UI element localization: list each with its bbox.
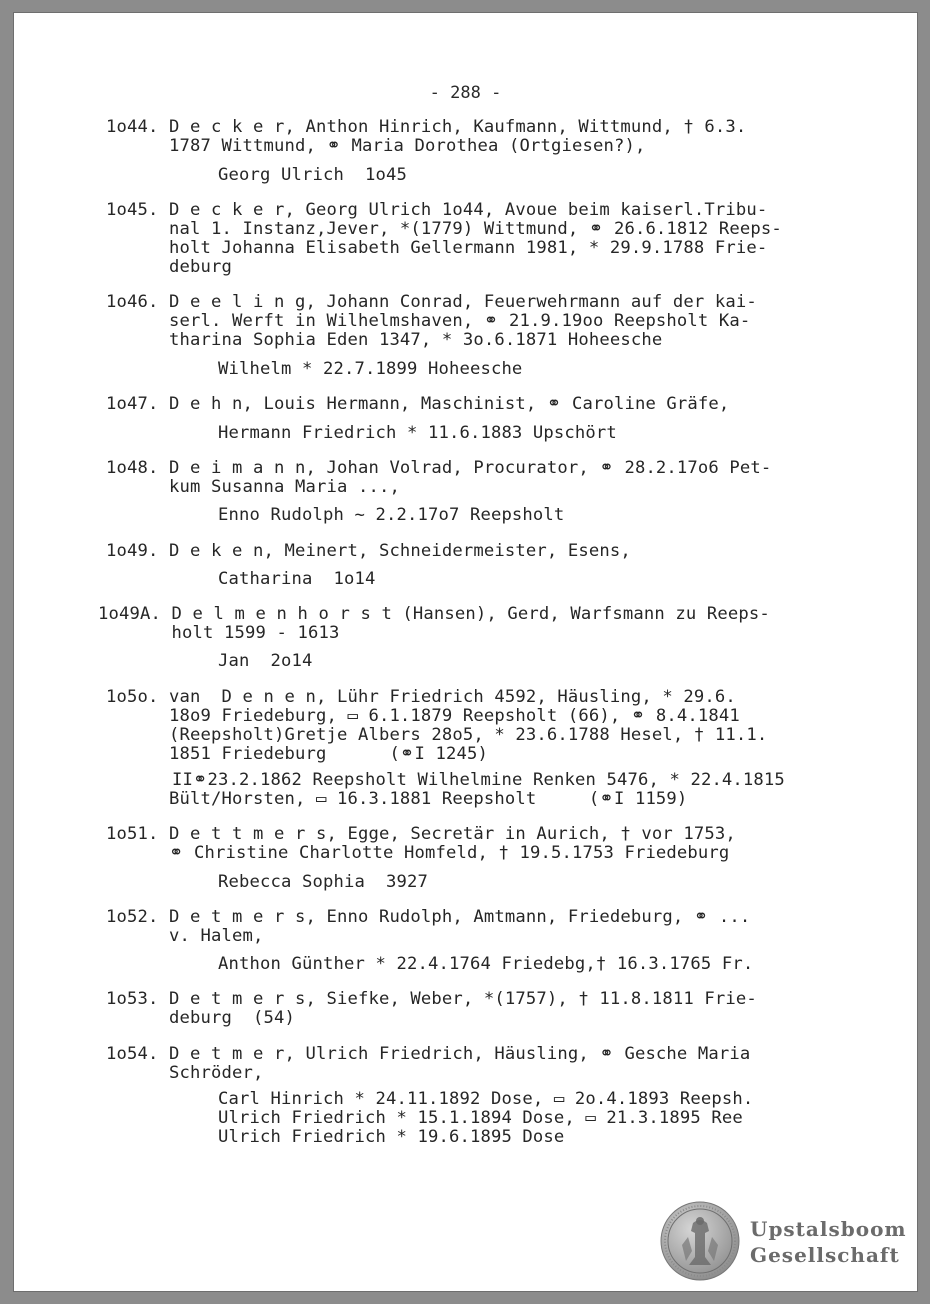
text-line: ⚭ Christine Charlotte Homfeld, † 19.5.1753 Friedeburg <box>106 843 730 863</box>
text-line: 1o44. D e c k e r, Anthon Hinrich, Kaufmann, Wittmund, † 6.3. <box>106 117 747 137</box>
text-line: (Reepsholt)Gretje Albers 28o5, * 23.6.1788 Hesel, † 11.1. <box>106 725 768 745</box>
text-line: 1o45. D e c k e r, Georg Ulrich 1o44, Avoue beim kaiserl.Tribu- <box>106 200 768 220</box>
text-line: 1o52. D e t m e r s, Enno Rudolph, Amtmann, Friedeburg, ⚭ ... <box>106 907 751 927</box>
text-line: v. Halem, <box>106 926 264 946</box>
page-number: - 288 - <box>429 83 502 103</box>
text-line: 1o48. D e i m a n n, Johan Volrad, Procurator, ⚭ 28.2.17o6 Pet- <box>106 458 772 478</box>
text-line: 1o49. D e k e n, Meinert, Schneidermeister, Esens, <box>106 541 631 561</box>
text-line: 1o51. D e t t m e r s, Egge, Secretär in Aurich, † vor 1753, <box>106 824 736 844</box>
text-line: 1o46. D e e l i n g, Johann Conrad, Feuerwehrmann auf der kai- <box>106 292 757 312</box>
text-line: 1o49A. D e l m e n h o r s t (Hansen), Gerd, Warfsmann zu Reeps- <box>98 604 770 624</box>
text-line: Bült/Horsten, ▭ 16.3.1881 Reepsholt (⚭I 1159) <box>106 789 688 809</box>
logo-line-1: Upstalsboom <box>750 1217 907 1241</box>
text-line: deburg (54) <box>106 1008 295 1028</box>
logo-line-2: Gesellschaft <box>750 1243 900 1267</box>
text-line: 1o47. D e h n, Louis Hermann, Maschinist, ⚭ Caroline Gräfe, <box>106 394 730 414</box>
text-line: Carl Hinrich * 24.11.1892 Dose, ▭ 2o.4.1893 Reepsh. <box>218 1089 754 1109</box>
text-line: Jan 2o14 <box>218 651 313 671</box>
text-line: Enno Rudolph ~ 2.2.17o7 Reepsholt <box>218 505 565 525</box>
society-logo-text <box>750 1216 907 1268</box>
text-line: 18o9 Friedeburg, ▭ 6.1.1879 Reepsholt (66), ⚭ 8.4.1841 <box>106 706 740 726</box>
seal-logo-icon <box>660 1201 740 1281</box>
text-line: serl. Werft in Wilhelmshaven, ⚭ 21.9.19oo Reepsholt Ka- <box>106 311 751 331</box>
text-line: Ulrich Friedrich * 15.1.1894 Dose, ▭ 21.3.1895 Ree <box>218 1108 743 1128</box>
text-line: holt 1599 - 1613 <box>98 623 340 643</box>
text-line: holt Johanna Elisabeth Gellermann 1981, * 29.9.1788 Frie- <box>106 238 768 258</box>
text-line: tharina Sophia Eden 1347, * 3o.6.1871 Hoheesche <box>106 330 663 350</box>
text-line: Ulrich Friedrich * 19.6.1895 Dose <box>218 1127 565 1147</box>
text-line: deburg <box>106 257 232 277</box>
text-line: 1o54. D e t m e r, Ulrich Friedrich, Häusling, ⚭ Gesche Maria <box>106 1044 751 1064</box>
text-line: Anthon Günther * 22.4.1764 Friedebg,† 16.3.1765 Fr. <box>218 954 754 974</box>
text-line: 1851 Friedeburg (⚭I 1245) <box>106 744 488 764</box>
text-line: Wilhelm * 22.7.1899 Hoheesche <box>218 359 523 379</box>
text-line: 1o53. D e t m e r s, Siefke, Weber, *(1757), † 11.8.1811 Frie- <box>106 989 757 1009</box>
text-line: Rebecca Sophia 3927 <box>218 872 428 892</box>
text-line: Hermann Friedrich * 11.6.1883 Upschört <box>218 423 617 443</box>
text-line: 1o5o. van D e n e n, Lühr Friedrich 4592, Häusling, * 29.6. <box>106 687 736 707</box>
document-page <box>14 13 917 1291</box>
text-line: kum Susanna Maria ..., <box>106 477 400 497</box>
text-line: Georg Ulrich 1o45 <box>218 165 407 185</box>
text-line: II⚭23.2.1862 Reepsholt Wilhelmine Renken 5476, * 22.4.1815 <box>172 770 785 790</box>
text-line: nal 1. Instanz,Jever, *(1779) Wittmund, ⚭ 26.6.1812 Reeps- <box>106 219 782 239</box>
text-line: Catharina 1o14 <box>218 569 376 589</box>
text-line: Schröder, <box>106 1063 264 1083</box>
text-line: 1787 Wittmund, ⚭ Maria Dorothea (Ortgiesen?), <box>106 136 646 156</box>
